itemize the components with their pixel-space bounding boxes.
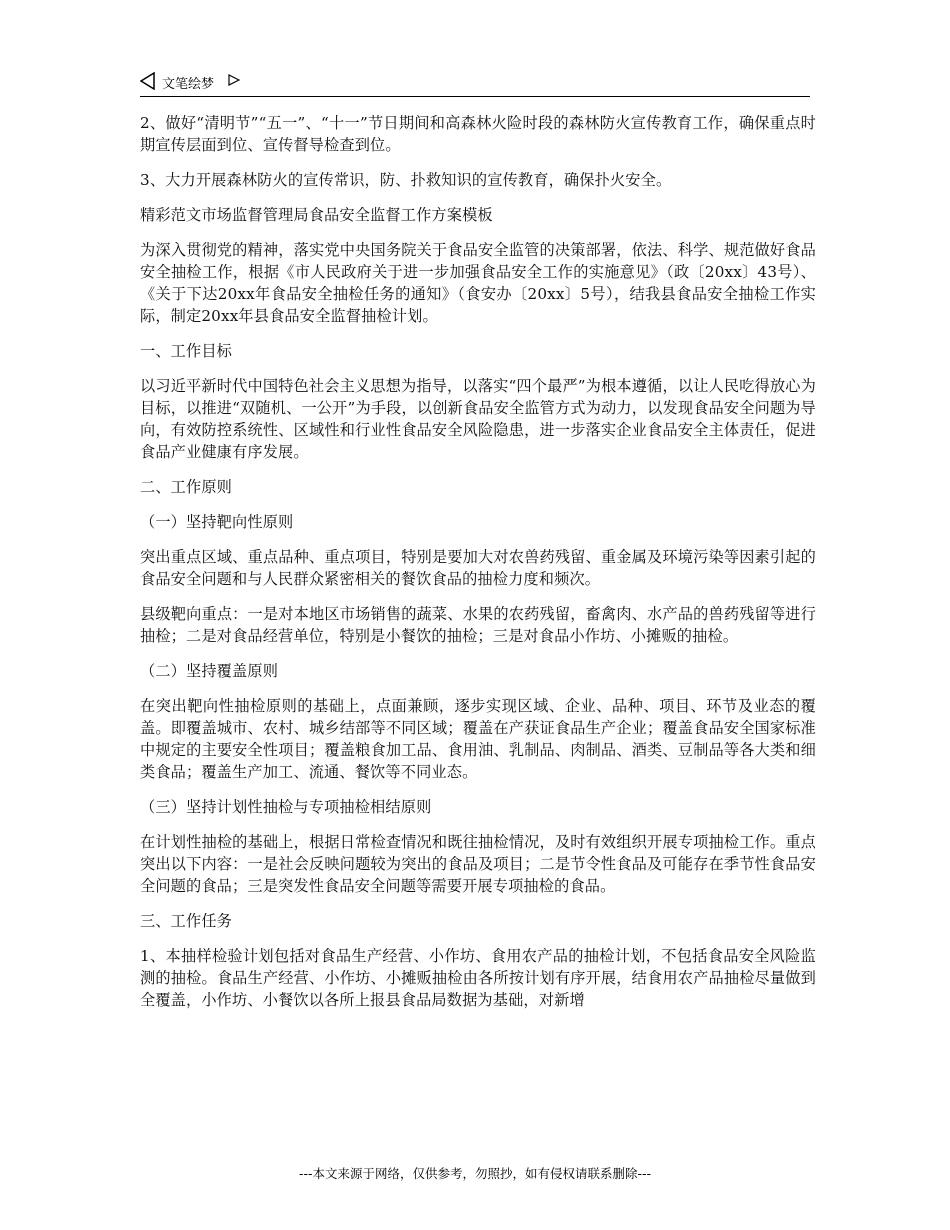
paragraph: 突出重点区域、重点品种、重点项目，特别是要加大对农兽药残留、重金属及环境污染等因素引起的食品安全问题和与人民群众紧密相关的餐饮食品的抽检力度和频次。 bbox=[140, 548, 816, 588]
paragraph: 为深入贯彻党的精神，落实党中央国务院关于食品安全监管的决策部署，依法、科学、规范做好食品安全抽检工作，根据《市人民政府关于进一步加强食品安全工作的实施意见》（政〔20xx〕43号）、《关于下达20xx年食品安全抽检任务的通知》（食安办〔20xx〕5号），结我县食品安全抽检工作实际，制定20xx年县食品安全监督抽检计划。 bbox=[140, 241, 816, 325]
subsection-heading: （三）坚持计划性抽检与专项抽检相结原则 bbox=[140, 798, 432, 816]
paragraph: 1、本抽样检验计划包括对食品生产经营、小作坊、食用农产品的抽检计划，不包括食品安全风险监测的抽检。食品生产经营、小作坊、小摊贩抽检由各所按计划有序开展，结食用农产品抽检尽量做到全覆盖，小作坊、小餐饮以各所上报县食品局数据为基础，对新增 bbox=[140, 947, 816, 1009]
footer-disclaimer: ---本文来源于网络，仅供参考，勿照抄，如有侵权请联系删除--- bbox=[298, 1166, 652, 1181]
document-title: 精彩范文市场监督管理局食品安全监督工作方案模板 bbox=[140, 206, 493, 224]
paragraph: 2、做好“清明节”“五一”、“十一”节日期间和高森林火险时段的森林防火宣传教育工作，确保重点时期宣传层面到位、宣传督导检查到位。 bbox=[140, 114, 816, 154]
subsection-heading: （一）坚持靶向性原则 bbox=[140, 513, 294, 531]
section-heading: 二、工作原则 bbox=[140, 478, 233, 496]
paragraph: 在计划性抽检的基础上，根据日常检查情况和既往抽检情况，及时有效组织开展专项抽检工作。重点突出以下内容：一是社会反映问题较为突出的食品及项目；二是节令性食品及可能存在季节性食品安全问题的食品；三是突发性食品安全问题等需要开展专项抽检的食品。 bbox=[140, 833, 816, 895]
page-header bbox=[140, 70, 810, 97]
document-body bbox=[140, 112, 816, 1024]
section-heading: 三、工作任务 bbox=[140, 912, 233, 930]
section-heading: 一、工作目标 bbox=[140, 342, 233, 360]
paragraph: 以习近平新时代中国特色社会主义思想为指导，以落实“四个最严”为根本遵循，以让人民吃得放心为目标，以推进“双随机、一公开”为手段，以创新食品安全监管方式为动力，以发现食品安全问题为导向，有效防控系统性、区域性和行业性食品安全风险隐患，进一步落实企业食品安全主体责任，促进食品产业健康有序发展。 bbox=[140, 377, 816, 461]
paragraph: 县级靶向重点：一是对本地区市场销售的蔬菜、水果的农药残留，畜禽肉、水产品的兽药残留等进行抽检；二是对食品经营单位，特别是小餐饮的抽检；三是对食品小作坊、小摊贩的抽检。 bbox=[140, 605, 816, 645]
triangle-left-icon bbox=[140, 72, 156, 90]
paragraph: 3、大力开展森林防火的宣传常识，防、扑救知识的宣传教育，确保扑火安全。 bbox=[140, 171, 672, 189]
triangle-right-icon bbox=[228, 74, 240, 86]
subsection-heading: （二）坚持覆盖原则 bbox=[140, 662, 279, 680]
brand-name: 文笔绘梦 bbox=[162, 77, 215, 92]
paragraph: 在突出靶向性抽检原则的基础上，点面兼顾，逐步实现区域、企业、品种、项目、环节及业态的覆盖。即覆盖城市、农村、城乡结部等不同区域；覆盖在产获证食品生产企业；覆盖食品安全国家标准中规定的主要安全性项目；覆盖粮食加工品、食用油、乳制品、肉制品、酒类、豆制品等各大类和细类食品；覆盖生产加工、流通、餐饮等不同业态。 bbox=[140, 697, 816, 781]
